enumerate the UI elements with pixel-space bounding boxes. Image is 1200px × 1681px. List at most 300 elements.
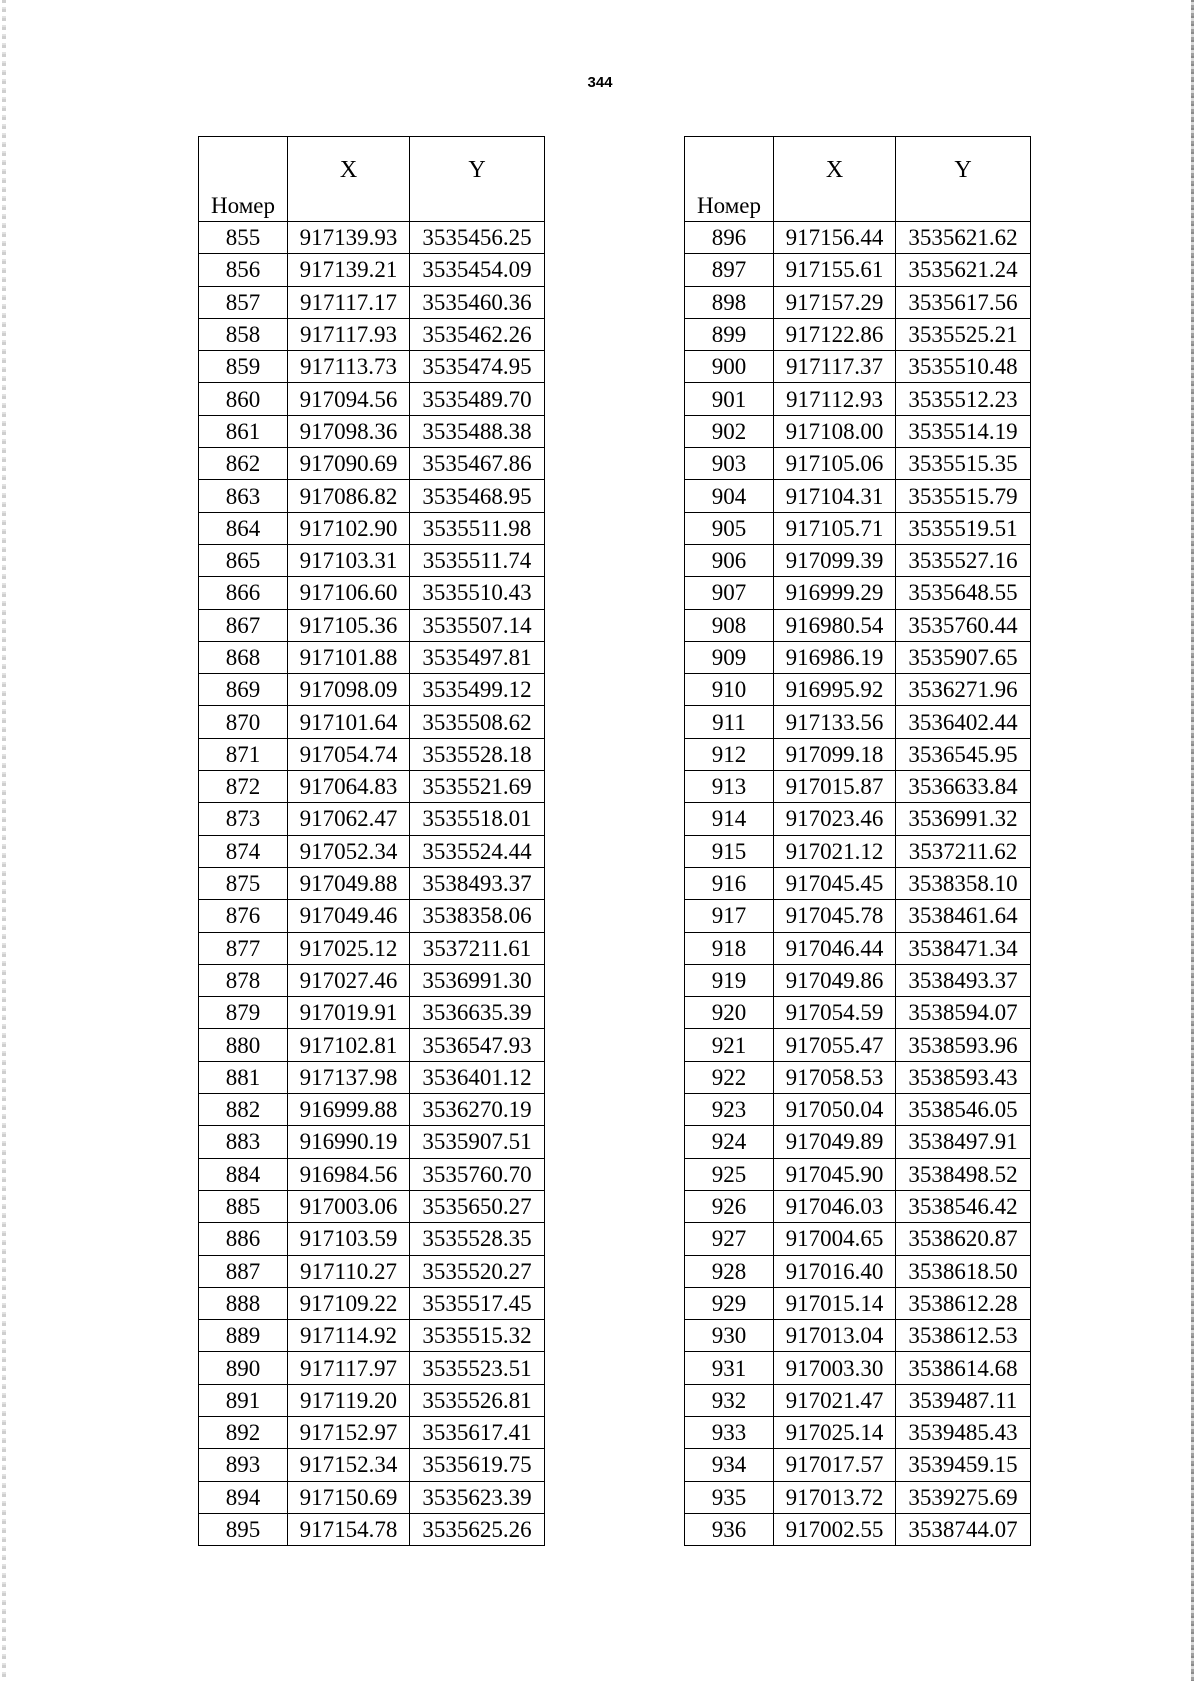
cell-number: 861	[199, 415, 288, 447]
column-header-number: Номер	[199, 137, 288, 222]
cell-y: 3535619.75	[410, 1449, 545, 1481]
cell-x: 917025.14	[774, 1416, 896, 1448]
cell-x: 916990.19	[288, 1126, 410, 1158]
cell-x: 917103.31	[288, 544, 410, 576]
cell-y: 3535621.24	[896, 254, 1031, 286]
cell-number: 907	[685, 577, 774, 609]
cell-number: 924	[685, 1126, 774, 1158]
table-row	[199, 706, 545, 738]
cell-x: 917017.57	[774, 1449, 896, 1481]
cell-number: 881	[199, 1061, 288, 1093]
cell-y: 3535907.65	[896, 641, 1031, 673]
cell-y: 3537211.61	[410, 932, 545, 964]
cell-x: 917062.47	[288, 803, 410, 835]
table-row	[199, 1190, 545, 1222]
table-row	[685, 383, 1031, 415]
cell-number: 915	[685, 835, 774, 867]
cell-x: 917102.81	[288, 1029, 410, 1061]
cell-x: 917117.93	[288, 318, 410, 350]
cell-x: 917154.78	[288, 1513, 410, 1545]
cell-number: 884	[199, 1158, 288, 1190]
cell-x: 917025.12	[288, 932, 410, 964]
table-row	[685, 706, 1031, 738]
cell-y: 3535650.27	[410, 1190, 545, 1222]
cell-x: 917112.93	[774, 383, 896, 415]
table-row	[199, 222, 545, 254]
table-row	[199, 900, 545, 932]
table-row	[685, 1126, 1031, 1158]
cell-x: 917117.97	[288, 1352, 410, 1384]
cell-y: 3538612.28	[896, 1287, 1031, 1319]
cell-x: 917045.45	[774, 867, 896, 899]
coordinates-table-right	[684, 136, 1031, 1546]
table-row	[199, 964, 545, 996]
cell-x: 917102.90	[288, 512, 410, 544]
cell-y: 3538614.68	[896, 1352, 1031, 1384]
table-row	[685, 964, 1031, 996]
table-row	[685, 286, 1031, 318]
cell-y: 3538546.42	[896, 1190, 1031, 1222]
table-row	[199, 1255, 545, 1287]
cell-x: 917049.89	[774, 1126, 896, 1158]
table-row	[199, 803, 545, 835]
cell-x: 917045.78	[774, 900, 896, 932]
cell-x: 917155.61	[774, 254, 896, 286]
table-row	[685, 1416, 1031, 1448]
cell-y: 3538620.87	[896, 1223, 1031, 1255]
cell-y: 3535511.74	[410, 544, 545, 576]
table-row	[199, 318, 545, 350]
cell-y: 3535460.36	[410, 286, 545, 318]
table-row	[685, 222, 1031, 254]
table-row	[685, 1320, 1031, 1352]
table-row	[685, 1158, 1031, 1190]
table-row	[199, 1384, 545, 1416]
table-row	[685, 641, 1031, 673]
cell-number: 856	[199, 254, 288, 286]
cell-y: 3539487.11	[896, 1384, 1031, 1416]
cell-x: 917139.21	[288, 254, 410, 286]
cell-number: 902	[685, 415, 774, 447]
table-row	[685, 1287, 1031, 1319]
cell-number: 932	[685, 1384, 774, 1416]
cell-number: 899	[685, 318, 774, 350]
cell-y: 3535907.51	[410, 1126, 545, 1158]
cell-number: 928	[685, 1255, 774, 1287]
table-row	[685, 932, 1031, 964]
cell-x: 917013.04	[774, 1320, 896, 1352]
table-row	[199, 383, 545, 415]
cell-y: 3535488.38	[410, 415, 545, 447]
cell-x: 917113.73	[288, 351, 410, 383]
cell-number: 886	[199, 1223, 288, 1255]
cell-number: 890	[199, 1352, 288, 1384]
table-row	[685, 1061, 1031, 1093]
table-header-row	[199, 137, 545, 222]
table-row	[199, 1449, 545, 1481]
cell-number: 863	[199, 480, 288, 512]
cell-y: 3535625.26	[410, 1513, 545, 1545]
cell-x: 917117.17	[288, 286, 410, 318]
page-number: 344	[587, 74, 613, 91]
table-row	[685, 803, 1031, 835]
cell-x: 917002.55	[774, 1513, 896, 1545]
cell-number: 927	[685, 1223, 774, 1255]
table-row	[685, 674, 1031, 706]
table-row	[685, 1029, 1031, 1061]
cell-x: 917055.47	[774, 1029, 896, 1061]
cell-number: 880	[199, 1029, 288, 1061]
cell-x: 917064.83	[288, 771, 410, 803]
cell-y: 3537211.62	[896, 835, 1031, 867]
cell-y: 3535617.56	[896, 286, 1031, 318]
cell-number: 904	[685, 480, 774, 512]
cell-x: 917105.36	[288, 609, 410, 641]
cell-number: 906	[685, 544, 774, 576]
cell-y: 3535515.32	[410, 1320, 545, 1352]
cell-y: 3535515.79	[896, 480, 1031, 512]
table-row	[199, 1320, 545, 1352]
table-row	[685, 738, 1031, 770]
cell-y: 3536270.19	[410, 1094, 545, 1126]
cell-x: 917098.09	[288, 674, 410, 706]
cell-x: 917090.69	[288, 448, 410, 480]
cell-y: 3535528.18	[410, 738, 545, 770]
cell-x: 917137.98	[288, 1061, 410, 1093]
table-row	[685, 448, 1031, 480]
table-row	[685, 1190, 1031, 1222]
table-row	[685, 318, 1031, 350]
cell-number: 887	[199, 1255, 288, 1287]
cell-y: 3539459.15	[896, 1449, 1031, 1481]
cell-number: 864	[199, 512, 288, 544]
cell-number: 888	[199, 1287, 288, 1319]
table-row	[199, 286, 545, 318]
cell-number: 903	[685, 448, 774, 480]
cell-y: 3538594.07	[896, 997, 1031, 1029]
cell-x: 917105.06	[774, 448, 896, 480]
cell-y: 3535526.81	[410, 1384, 545, 1416]
cell-x: 917099.39	[774, 544, 896, 576]
coordinates-table-left	[198, 136, 545, 1546]
cell-y: 3538358.06	[410, 900, 545, 932]
cell-number: 923	[685, 1094, 774, 1126]
cell-y: 3535527.16	[896, 544, 1031, 576]
cell-number: 931	[685, 1352, 774, 1384]
cell-y: 3535521.69	[410, 771, 545, 803]
cell-number: 859	[199, 351, 288, 383]
cell-y: 3535467.86	[410, 448, 545, 480]
cell-y: 3535515.35	[896, 448, 1031, 480]
cell-number: 910	[685, 674, 774, 706]
cell-number: 918	[685, 932, 774, 964]
table-row	[199, 1513, 545, 1545]
cell-number: 867	[199, 609, 288, 641]
cell-number: 913	[685, 771, 774, 803]
cell-number: 871	[199, 738, 288, 770]
cell-x: 917049.86	[774, 964, 896, 996]
cell-y: 3538471.34	[896, 932, 1031, 964]
cell-y: 3535462.26	[410, 318, 545, 350]
cell-x: 917003.06	[288, 1190, 410, 1222]
cell-y: 3535523.51	[410, 1352, 545, 1384]
cell-x: 917049.46	[288, 900, 410, 932]
cell-y: 3535514.19	[896, 415, 1031, 447]
cell-x: 916984.56	[288, 1158, 410, 1190]
cell-x: 917049.88	[288, 867, 410, 899]
cell-x: 917105.71	[774, 512, 896, 544]
table-row	[685, 609, 1031, 641]
cell-number: 873	[199, 803, 288, 835]
cell-x: 917052.34	[288, 835, 410, 867]
cell-x: 917157.29	[774, 286, 896, 318]
cell-x: 917027.46	[288, 964, 410, 996]
table-row	[685, 254, 1031, 286]
cell-y: 3535454.09	[410, 254, 545, 286]
cell-x: 917004.65	[774, 1223, 896, 1255]
table-row	[685, 835, 1031, 867]
cell-number: 921	[685, 1029, 774, 1061]
cell-x: 916980.54	[774, 609, 896, 641]
table-row	[199, 577, 545, 609]
cell-number: 896	[685, 222, 774, 254]
table-row	[199, 1061, 545, 1093]
cell-x: 917015.14	[774, 1287, 896, 1319]
column-header-y: Y	[896, 137, 1031, 222]
cell-x: 916986.19	[774, 641, 896, 673]
scan-left-edge	[2, 0, 6, 1681]
table-row	[199, 867, 545, 899]
table-row	[199, 1029, 545, 1061]
table-row	[199, 771, 545, 803]
cell-x: 917117.37	[774, 351, 896, 383]
cell-y: 3535520.27	[410, 1255, 545, 1287]
cell-y: 3536635.39	[410, 997, 545, 1029]
table-row	[685, 1352, 1031, 1384]
cell-y: 3535512.23	[896, 383, 1031, 415]
cell-number: 857	[199, 286, 288, 318]
cell-number: 905	[685, 512, 774, 544]
cell-x: 917150.69	[288, 1481, 410, 1513]
cell-number: 894	[199, 1481, 288, 1513]
cell-number: 898	[685, 286, 774, 318]
table-row	[199, 1352, 545, 1384]
cell-y: 3535517.45	[410, 1287, 545, 1319]
cell-y: 3538612.53	[896, 1320, 1031, 1352]
cell-x: 917103.59	[288, 1223, 410, 1255]
cell-y: 3539275.69	[896, 1481, 1031, 1513]
cell-number: 897	[685, 254, 774, 286]
cell-number: 916	[685, 867, 774, 899]
cell-y: 3536402.44	[896, 706, 1031, 738]
cell-number: 874	[199, 835, 288, 867]
cell-number: 920	[685, 997, 774, 1029]
cell-y: 3535508.62	[410, 706, 545, 738]
cell-y: 3535621.62	[896, 222, 1031, 254]
table-row	[685, 1255, 1031, 1287]
cell-number: 919	[685, 964, 774, 996]
cell-number: 858	[199, 318, 288, 350]
cell-x: 917122.86	[774, 318, 896, 350]
table-row	[685, 544, 1031, 576]
cell-y: 3535519.51	[896, 512, 1031, 544]
cell-number: 900	[685, 351, 774, 383]
table-row	[199, 1223, 545, 1255]
cell-y: 3535524.44	[410, 835, 545, 867]
cell-x: 917021.12	[774, 835, 896, 867]
cell-x: 917058.53	[774, 1061, 896, 1093]
cell-y: 3535456.25	[410, 222, 545, 254]
cell-number: 885	[199, 1190, 288, 1222]
cell-number: 895	[199, 1513, 288, 1545]
cell-number: 934	[685, 1449, 774, 1481]
table-row	[685, 1513, 1031, 1545]
cell-number: 870	[199, 706, 288, 738]
cell-x: 917152.34	[288, 1449, 410, 1481]
table-row	[685, 577, 1031, 609]
table-row	[685, 867, 1031, 899]
cell-number: 860	[199, 383, 288, 415]
table-row	[685, 997, 1031, 1029]
cell-y: 3535525.21	[896, 318, 1031, 350]
table-row	[685, 415, 1031, 447]
cell-y: 3538493.37	[896, 964, 1031, 996]
cell-x: 917101.88	[288, 641, 410, 673]
cell-y: 3538461.64	[896, 900, 1031, 932]
cell-y: 3538493.37	[410, 867, 545, 899]
scan-right-edge	[1191, 0, 1194, 1681]
table-row	[685, 480, 1031, 512]
cell-x: 917101.64	[288, 706, 410, 738]
cell-y: 3538546.05	[896, 1094, 1031, 1126]
cell-y: 3538593.43	[896, 1061, 1031, 1093]
cell-x: 917045.90	[774, 1158, 896, 1190]
cell-number: 893	[199, 1449, 288, 1481]
cell-x: 916995.92	[774, 674, 896, 706]
cell-number: 868	[199, 641, 288, 673]
cell-number: 930	[685, 1320, 774, 1352]
cell-number: 865	[199, 544, 288, 576]
cell-x: 917046.44	[774, 932, 896, 964]
cell-y: 3536633.84	[896, 771, 1031, 803]
cell-number: 926	[685, 1190, 774, 1222]
cell-number: 917	[685, 900, 774, 932]
column-header-number: Номер	[685, 137, 774, 222]
table-header-row	[685, 137, 1031, 222]
cell-x: 917086.82	[288, 480, 410, 512]
cell-y: 3536991.30	[410, 964, 545, 996]
cell-y: 3535499.12	[410, 674, 545, 706]
cell-number: 909	[685, 641, 774, 673]
cell-x: 917156.44	[774, 222, 896, 254]
table-row	[199, 997, 545, 1029]
cell-number: 922	[685, 1061, 774, 1093]
cell-number: 929	[685, 1287, 774, 1319]
cell-y: 3538498.52	[896, 1158, 1031, 1190]
cell-y: 3536991.32	[896, 803, 1031, 835]
cell-number: 883	[199, 1126, 288, 1158]
cell-x: 917016.40	[774, 1255, 896, 1287]
table-row	[685, 512, 1031, 544]
table-row	[685, 771, 1031, 803]
table-row	[199, 1094, 545, 1126]
table-row	[199, 512, 545, 544]
cell-x: 917094.56	[288, 383, 410, 415]
cell-number: 889	[199, 1320, 288, 1352]
table-row	[685, 1094, 1031, 1126]
cell-y: 3538593.96	[896, 1029, 1031, 1061]
cell-y: 3539485.43	[896, 1416, 1031, 1448]
cell-y: 3535497.81	[410, 641, 545, 673]
cell-y: 3535510.43	[410, 577, 545, 609]
cell-number: 878	[199, 964, 288, 996]
cell-y: 3535489.70	[410, 383, 545, 415]
table-row	[199, 544, 545, 576]
cell-y: 3535468.95	[410, 480, 545, 512]
table-row	[199, 480, 545, 512]
cell-x: 917023.46	[774, 803, 896, 835]
cell-y: 3535518.01	[410, 803, 545, 835]
table-row	[685, 1384, 1031, 1416]
cell-y: 3535760.44	[896, 609, 1031, 641]
cell-number: 875	[199, 867, 288, 899]
column-header-x: X	[774, 137, 896, 222]
cell-y: 3535617.41	[410, 1416, 545, 1448]
cell-x: 917021.47	[774, 1384, 896, 1416]
cell-number: 869	[199, 674, 288, 706]
cell-number: 855	[199, 222, 288, 254]
cell-y: 3538497.91	[896, 1126, 1031, 1158]
cell-number: 862	[199, 448, 288, 480]
cell-x: 917019.91	[288, 997, 410, 1029]
cell-y: 3536401.12	[410, 1061, 545, 1093]
table-row	[199, 1287, 545, 1319]
cell-x: 917050.04	[774, 1094, 896, 1126]
cell-y: 3538744.07	[896, 1513, 1031, 1545]
table-row	[199, 932, 545, 964]
cell-y: 3535510.48	[896, 351, 1031, 383]
cell-number: 882	[199, 1094, 288, 1126]
cell-x: 917106.60	[288, 577, 410, 609]
cell-x: 917013.72	[774, 1481, 896, 1513]
cell-number: 877	[199, 932, 288, 964]
cell-y: 3535648.55	[896, 577, 1031, 609]
cell-y: 3535528.35	[410, 1223, 545, 1255]
cell-x: 917152.97	[288, 1416, 410, 1448]
table-row	[199, 1158, 545, 1190]
cell-y: 3536547.93	[410, 1029, 545, 1061]
cell-x: 917003.30	[774, 1352, 896, 1384]
table-row	[199, 1481, 545, 1513]
table-row	[685, 1223, 1031, 1255]
cell-number: 911	[685, 706, 774, 738]
column-header-x: X	[288, 137, 410, 222]
table-row	[199, 609, 545, 641]
cell-number: 891	[199, 1384, 288, 1416]
cell-number: 914	[685, 803, 774, 835]
cell-number: 936	[685, 1513, 774, 1545]
table-row	[199, 351, 545, 383]
cell-x: 917133.56	[774, 706, 896, 738]
cell-number: 935	[685, 1481, 774, 1513]
cell-number: 866	[199, 577, 288, 609]
cell-x: 917119.20	[288, 1384, 410, 1416]
table-row	[199, 254, 545, 286]
cell-x: 917114.92	[288, 1320, 410, 1352]
table-row	[199, 674, 545, 706]
table-row	[199, 1126, 545, 1158]
table-row	[199, 641, 545, 673]
